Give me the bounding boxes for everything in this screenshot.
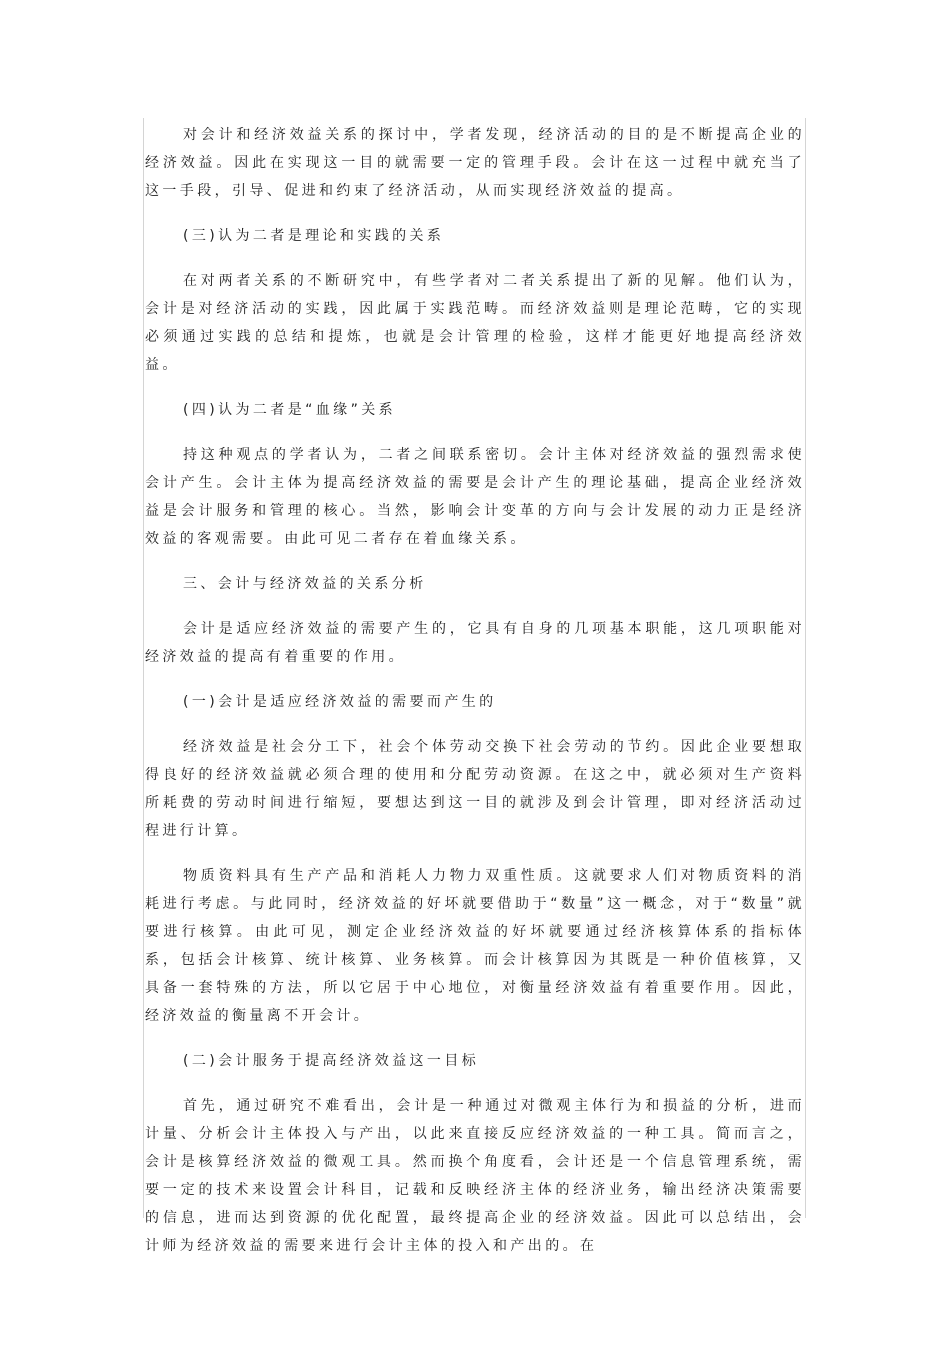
chapter-heading-3: 三、会计与经济效益的关系分析 — [183, 576, 427, 592]
paragraph-intro: 对会计和经济效益关系的探讨中，学者发现，经济活动的目的是不断提高企业的经济效益。因此在实现这一目的就需要一定的管理手段。会计在这一过程中就充当了这一手段，引导、促进和约束了经济活动，从而实现经济效益的提高。 — [145, 127, 805, 199]
paragraph-tool: 首先，通过研究不难看出，会计是一种通过对微观主体行为和损益的分析，进而计量、分析会计主体投入与产出，以此来直接反应经济效益的一种工具。简而言之，会计是核算经济效益的微观工具。然而换个角度看，会计还是一个信息管理系统，需要一定的技术来设置会计科目，记载和反映经济主体的经济业务，输出经济决策需要的信息，进而达到资源的优化配置，最终提高企业的经济效益。因此可以总结出，会计师为经济效益的需要来进行会计主体的投入和产出的。在 — [145, 1098, 805, 1254]
section-heading-2: (二)会计服务于提高经济效益这一目标 — [183, 1053, 480, 1069]
section-heading-4: (四)认为二者是“血缘”关系 — [183, 402, 397, 418]
paragraph-functions: 会计是适应经济效益的需要产生的，它具有自身的几项基本职能，这几项职能对经济效益的提高有着重要的作用。 — [145, 621, 805, 665]
paragraph-labor-saving: 经济效益是社会分工下，社会个体劳动交换下社会劳动的节约。因此企业要想取得良好的经济效益就必须合理的使用和分配劳动资源。在这之中，就必须对生产资料所耗费的劳动时间进行缩短，要想达到这一目的就涉及到会计管理，即对经济活动过程进行计算。 — [145, 739, 805, 839]
paragraph-blood-relation: 持这种观点的学者认为，二者之间联系密切。会计主体对经济效益的强烈需求使会计产生。会计主体为提高经济效益的需要是会计产生的理论基础，提高企业经济效益是会计服务和管理的核心。当然，影响会计变革的方向与会计发展的动力正是经济效益的客观需要。由此可见二者存在着血缘关系。 — [145, 447, 805, 547]
document-body — [145, 121, 805, 1260]
section-heading-1: (一)会计是适应经济效益的需要而产生的 — [183, 694, 497, 710]
paragraph-theory-practice: 在对两者关系的不断研究中，有些学者对二者关系提出了新的见解。他们认为，会计是对经济活动的实践，因此属于实践范畴。而经济效益则是理论范畴，它的实现必须通过实践的总结和提炼，也就是会计管理的检验，这样才能更好地提高经济效益。 — [145, 273, 805, 373]
paragraph-material: 物质资料具有生产产品和消耗人力物力双重性质。这就要求人们对物质资料的消耗进行考虑。与此同时，经济效益的好坏就要借助于“数量”这一概念，对于“数量”就要进行核算。由此可见，测定企业经济效益的好坏就要通过经济核算体系的指标体系，包括会计核算、统计核算、业务核算。而会计核算因为其既是一种价值核算，又具备一套特殊的方法，所以它居于中心地位，对衡量经济效益有着重要作用。因此，经济效益的衡量离不开会计。 — [145, 868, 806, 1024]
section-heading-3: (三)认为二者是理论和实践的关系 — [183, 228, 445, 244]
